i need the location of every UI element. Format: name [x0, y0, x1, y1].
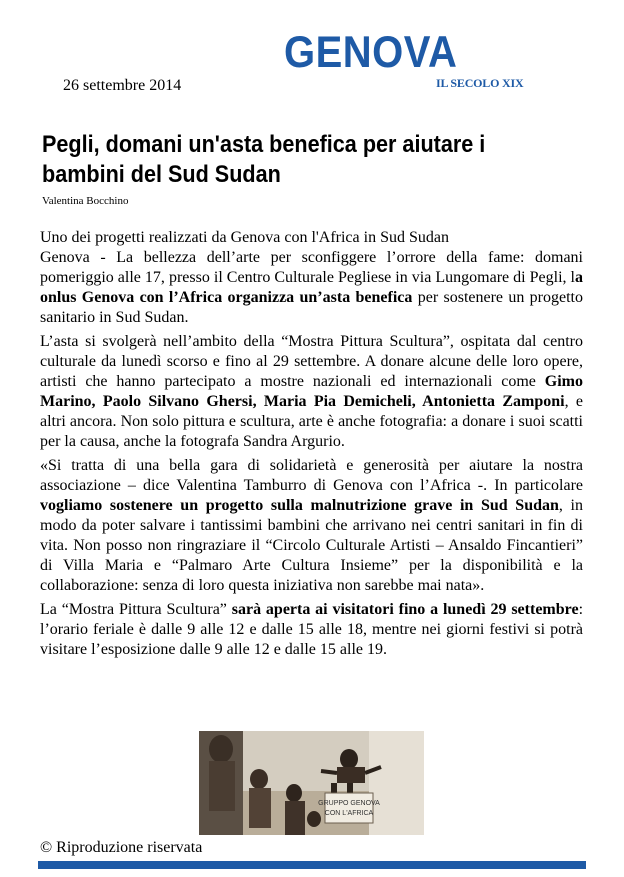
text-run: , e altri ancora. Non solo pittura e scultura, arte è anche fotografia: a donare i suoi scatti per la causa, anche la fotografa Sandra Argurio. — [40, 393, 583, 450]
text-run: «Si tratta di una bella gara di solidarietà e generosità per aiutare la nostra associazione – dice Valentina Tamburro di Genova con l’Africa -. In particolare — [40, 457, 583, 494]
children-photo-illustration — [199, 731, 424, 835]
article-photo — [199, 731, 424, 835]
photo-sign-line-2: CON L'AFRICA — [324, 810, 374, 817]
masthead-subtitle: IL SECOLO XIX — [436, 76, 524, 90]
article-date: 26 settembre 2014 — [63, 77, 182, 94]
text-run: Uno dei progetti realizzati da Genova con l'Africa in Sud Sudan — [40, 229, 449, 246]
copyright-notice: © Riproduzione riservata — [40, 839, 203, 856]
bold-text-run: Gimo Marino, Paolo Silvano Ghersi, Maria Pia Demicheli, Antonietta Zamponi — [40, 373, 583, 410]
photo-sign-line-1: GRUPPO GENOVA — [318, 800, 380, 807]
text-run: per sostenere un progetto sanitario in Sud Sudan. — [40, 289, 584, 326]
bottom-divider — [38, 861, 586, 869]
text-run: La “Mostra Pittura Scultura” — [40, 601, 232, 618]
bold-text-run: sarà aperta ai visitatori fino a lunedì 29 settembre — [231, 601, 579, 618]
text-run: L’asta si svolgerà nell’ambito della “Mostra Pittura Scultura”, ospitata dal centro culturale da lunedì scorso e fino al 29 settembre. A donare alcune delle loro opere, artisti che hanno partecipato a mostre nazionali ed internazionali come — [40, 333, 583, 390]
article-body — [40, 228, 583, 664]
bold-text-run: a onlus Genova con l’Africa organizza un’asta benefica — [40, 269, 583, 306]
bold-text-run: vogliamo sostenere un progetto sulla malnutrizione grave in Sud Sudan — [40, 497, 559, 514]
article-paragraph — [40, 332, 583, 452]
masthead-logo: GENOVA — [284, 27, 458, 78]
article-author: Valentina Bocchino — [42, 195, 129, 207]
article-headline: Pegli, domani un'asta benefica per aiutare i bambini del Sud Sudan — [42, 131, 486, 188]
text-run: Genova - La bellezza dell’arte per sconfiggere l’orrore della fame: domani pomeriggio alle 17, presso il Centro Culturale Pegliese in via Lungomare di Pegli, l — [40, 249, 583, 286]
text-run: , in modo da poter salvare i tantissimi bambini che arrivano nei centri sanitari in fin di vita. Non posso non ringraziare il “Circolo Culturale Artisti – Ansaldo Fincantieri” di Villa Maria e “Palmaro Arte Cultura Insieme” per la disponibilità e la collaborazione: senza di loro questa iniziativa non sarebbe mai nata». — [40, 497, 583, 594]
text-run: : l’orario feriale è dalle 9 alle 12 e dalle 15 alle 18, mentre nei giorni festivi si potrà visitare l’esposizione dalle 9 alle 12 e dalle 15 alle 19. — [40, 601, 584, 658]
article-paragraph — [40, 456, 583, 596]
article-paragraph — [40, 600, 583, 660]
newspaper-masthead — [284, 27, 544, 92]
article-paragraph — [40, 248, 583, 328]
article-paragraph — [40, 228, 583, 248]
